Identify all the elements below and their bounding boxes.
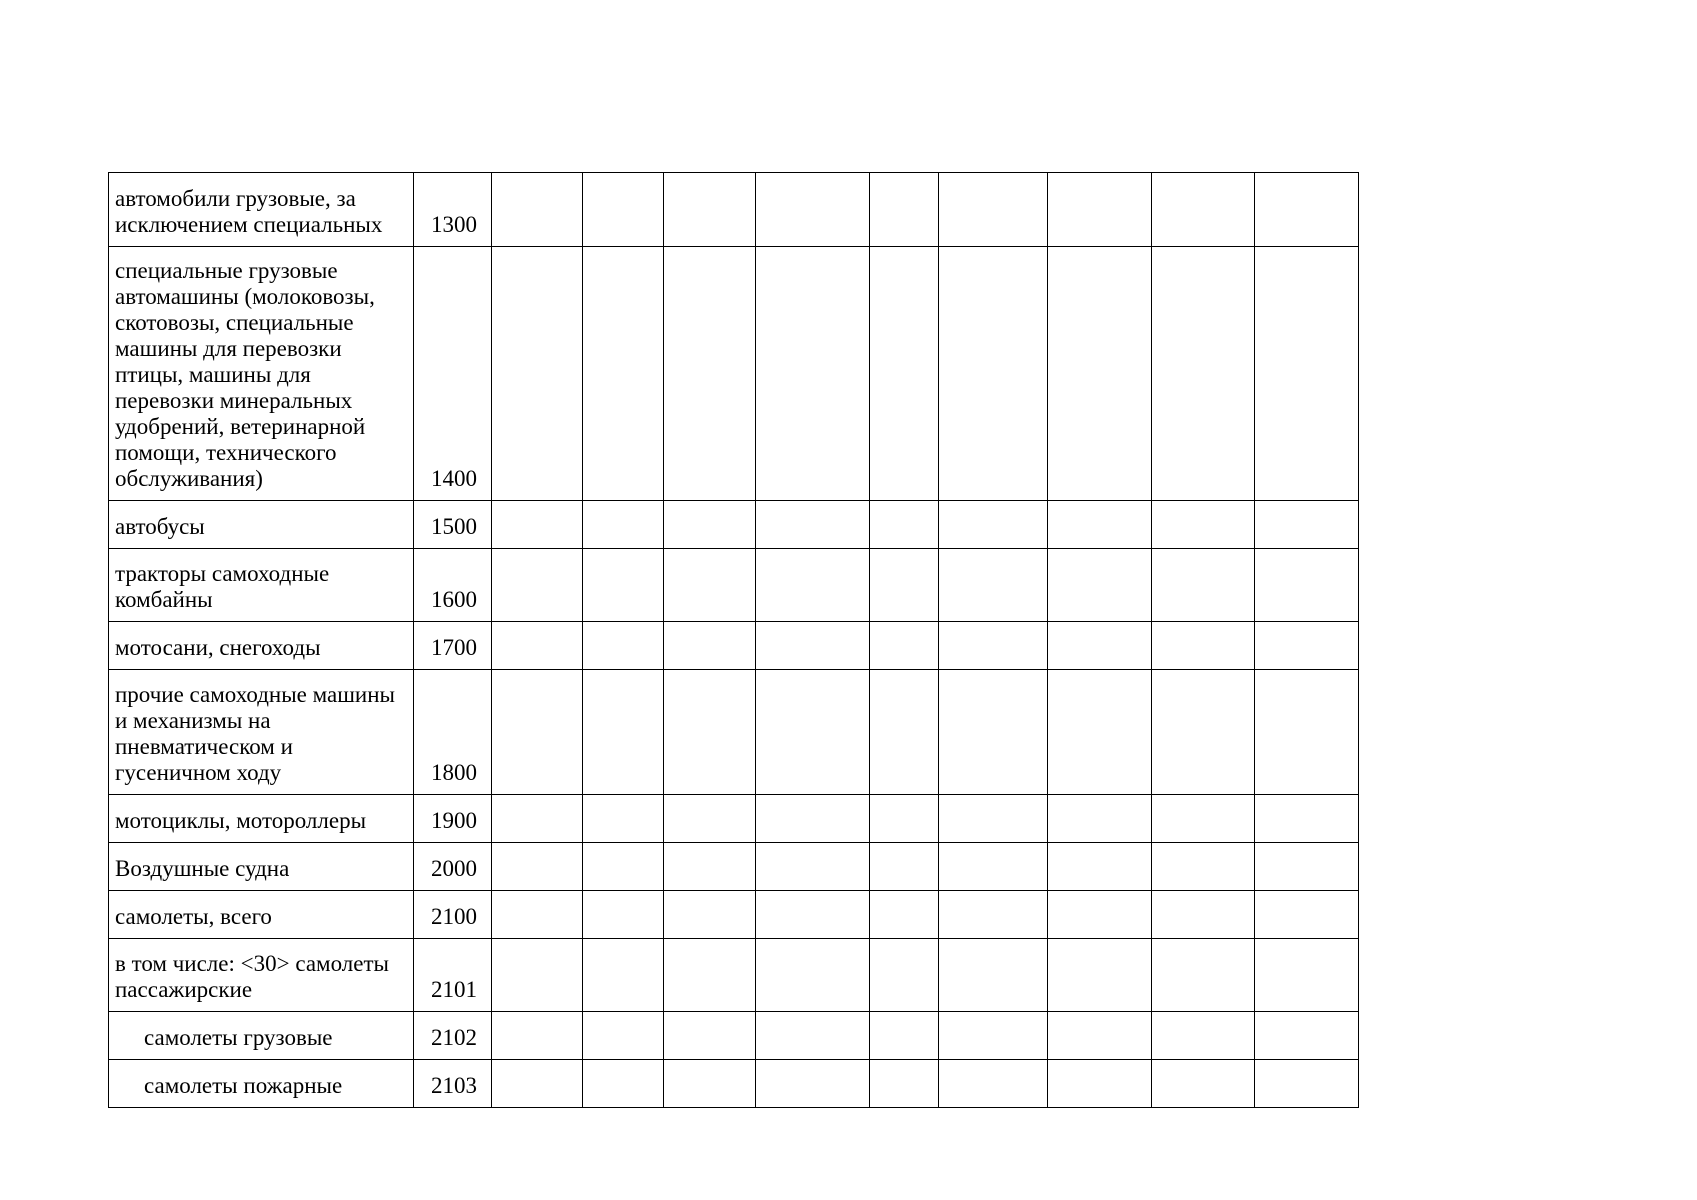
row-label: прочие самоходные машины и механизмы на пневматическом и гусеничном ходу [109, 670, 414, 795]
empty-cell [492, 501, 583, 549]
empty-cell [1048, 501, 1152, 549]
empty-cell [492, 1012, 583, 1060]
row-label: самолеты грузовые [109, 1012, 414, 1060]
empty-cell [1048, 622, 1152, 670]
empty-cell [664, 1012, 756, 1060]
empty-cell [939, 622, 1048, 670]
empty-cell [664, 247, 756, 501]
empty-cell [664, 1060, 756, 1108]
table-row [109, 843, 1359, 891]
empty-cell [939, 247, 1048, 501]
empty-cell [870, 501, 939, 549]
row-label: специальные грузовые автомашины (молоковозы, скотовозы, специальные машины для перевозки птицы, машины для перевозки минеральных удобрений, ветеринарной помощи, технического обслуживания) [109, 247, 414, 501]
empty-cell [1048, 1012, 1152, 1060]
table-row [109, 795, 1359, 843]
empty-cell [756, 670, 870, 795]
empty-cell [939, 549, 1048, 622]
empty-cell [492, 1060, 583, 1108]
empty-cell [1048, 247, 1152, 501]
empty-cell [1255, 173, 1359, 247]
empty-cell [583, 501, 664, 549]
empty-cell [939, 501, 1048, 549]
empty-cell [492, 891, 583, 939]
empty-cell [664, 843, 756, 891]
empty-cell [583, 891, 664, 939]
empty-cell [1152, 1060, 1255, 1108]
empty-cell [583, 173, 664, 247]
empty-cell [583, 795, 664, 843]
empty-cell [583, 843, 664, 891]
empty-cell [756, 247, 870, 501]
empty-cell [1255, 891, 1359, 939]
empty-cell [1048, 549, 1152, 622]
empty-cell [1048, 795, 1152, 843]
empty-cell [664, 939, 756, 1012]
row-label: автобусы [109, 501, 414, 549]
empty-cell [939, 173, 1048, 247]
empty-cell [1152, 622, 1255, 670]
empty-cell [664, 670, 756, 795]
table-row [109, 622, 1359, 670]
empty-cell [870, 1060, 939, 1108]
empty-cell [870, 549, 939, 622]
empty-cell [1255, 939, 1359, 1012]
empty-cell [870, 247, 939, 501]
table-row [109, 1060, 1359, 1108]
row-label: мотосани, снегоходы [109, 622, 414, 670]
row-code: 1500 [414, 501, 492, 549]
empty-cell [1048, 891, 1152, 939]
empty-cell [1152, 1012, 1255, 1060]
empty-cell [939, 891, 1048, 939]
row-label: в том числе: <30> самолеты пассажирские [109, 939, 414, 1012]
table-row [109, 549, 1359, 622]
empty-cell [583, 622, 664, 670]
empty-cell [756, 795, 870, 843]
empty-cell [492, 795, 583, 843]
row-label: тракторы самоходные комбайны [109, 549, 414, 622]
empty-cell [1255, 549, 1359, 622]
row-label: автомобили грузовые, за исключением специальных [109, 173, 414, 247]
table-row [109, 501, 1359, 549]
empty-cell [664, 795, 756, 843]
row-code: 1300 [414, 173, 492, 247]
row-code: 1900 [414, 795, 492, 843]
empty-cell [939, 1060, 1048, 1108]
table-row [109, 891, 1359, 939]
row-code: 1400 [414, 247, 492, 501]
empty-cell [1048, 670, 1152, 795]
empty-cell [1048, 1060, 1152, 1108]
empty-cell [1152, 891, 1255, 939]
row-code: 2101 [414, 939, 492, 1012]
empty-cell [492, 939, 583, 1012]
empty-cell [756, 1060, 870, 1108]
empty-cell [1255, 843, 1359, 891]
empty-cell [583, 247, 664, 501]
empty-cell [583, 1012, 664, 1060]
empty-cell [1255, 247, 1359, 501]
empty-cell [492, 843, 583, 891]
empty-cell [1255, 622, 1359, 670]
row-code: 2100 [414, 891, 492, 939]
row-label: самолеты пожарные [109, 1060, 414, 1108]
empty-cell [756, 843, 870, 891]
empty-cell [939, 843, 1048, 891]
empty-cell [1048, 173, 1152, 247]
empty-cell [664, 891, 756, 939]
table-row [109, 939, 1359, 1012]
empty-cell [870, 670, 939, 795]
empty-cell [492, 247, 583, 501]
empty-cell [756, 549, 870, 622]
row-code: 2000 [414, 843, 492, 891]
empty-cell [756, 622, 870, 670]
form-table [108, 172, 1359, 1108]
row-label: самолеты, всего [109, 891, 414, 939]
empty-cell [870, 891, 939, 939]
table-row [109, 247, 1359, 501]
empty-cell [756, 501, 870, 549]
empty-cell [583, 1060, 664, 1108]
empty-cell [939, 670, 1048, 795]
empty-cell [1152, 843, 1255, 891]
row-code: 1600 [414, 549, 492, 622]
empty-cell [1152, 795, 1255, 843]
row-label: Воздушные судна [109, 843, 414, 891]
row-label: мотоциклы, мотороллеры [109, 795, 414, 843]
empty-cell [870, 622, 939, 670]
empty-cell [1152, 670, 1255, 795]
empty-cell [583, 670, 664, 795]
empty-cell [583, 939, 664, 1012]
empty-cell [1255, 670, 1359, 795]
empty-cell [870, 843, 939, 891]
empty-cell [756, 891, 870, 939]
empty-cell [1255, 501, 1359, 549]
empty-cell [664, 173, 756, 247]
table-row [109, 1012, 1359, 1060]
empty-cell [664, 549, 756, 622]
empty-cell [870, 795, 939, 843]
empty-cell [492, 622, 583, 670]
empty-cell [492, 173, 583, 247]
empty-cell [664, 622, 756, 670]
row-code: 2102 [414, 1012, 492, 1060]
empty-cell [939, 1012, 1048, 1060]
empty-cell [756, 173, 870, 247]
row-code: 1700 [414, 622, 492, 670]
empty-cell [492, 670, 583, 795]
empty-cell [1255, 1012, 1359, 1060]
empty-cell [1152, 549, 1255, 622]
empty-cell [1255, 795, 1359, 843]
table-row [109, 173, 1359, 247]
empty-cell [870, 1012, 939, 1060]
empty-cell [756, 939, 870, 1012]
empty-cell [939, 795, 1048, 843]
empty-cell [1048, 843, 1152, 891]
empty-cell [1152, 501, 1255, 549]
empty-cell [870, 939, 939, 1012]
empty-cell [664, 501, 756, 549]
empty-cell [1152, 173, 1255, 247]
row-code: 1800 [414, 670, 492, 795]
empty-cell [1152, 939, 1255, 1012]
empty-cell [1152, 247, 1255, 501]
row-code: 2103 [414, 1060, 492, 1108]
empty-cell [583, 549, 664, 622]
table-row [109, 670, 1359, 795]
empty-cell [1048, 939, 1152, 1012]
empty-cell [870, 173, 939, 247]
empty-cell [756, 1012, 870, 1060]
empty-cell [939, 939, 1048, 1012]
empty-cell [1255, 1060, 1359, 1108]
empty-cell [492, 549, 583, 622]
